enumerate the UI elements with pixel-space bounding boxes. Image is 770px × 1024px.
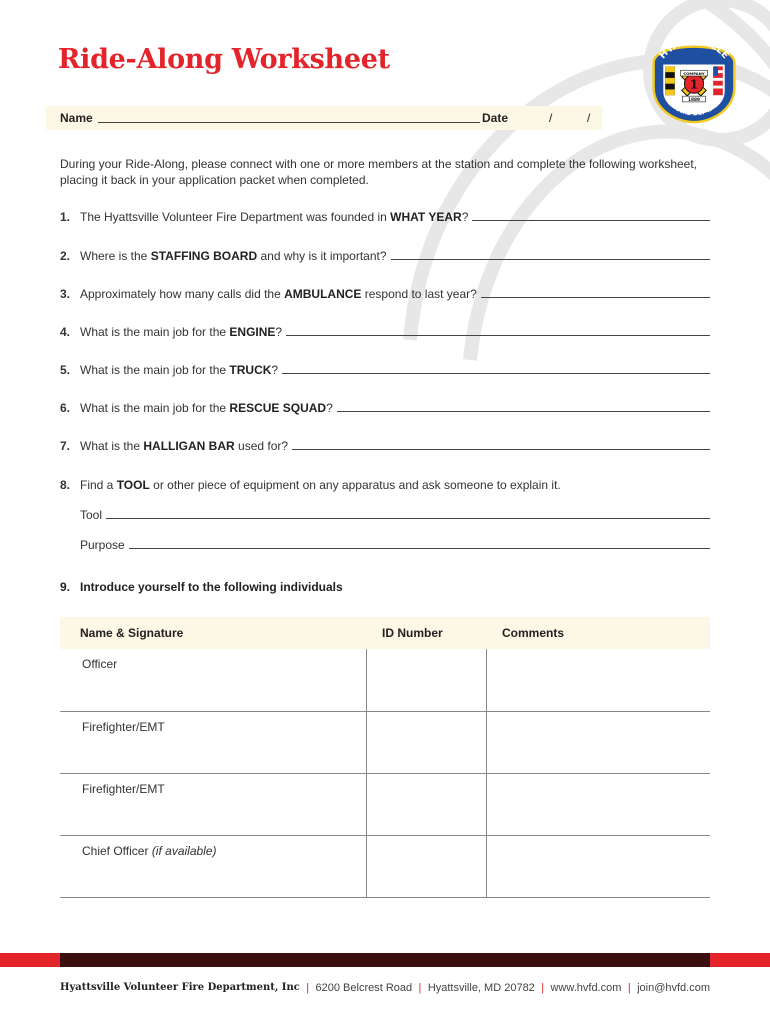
column-header: ID Number	[366, 617, 486, 649]
question-4: 4. What is the main job for the ENGINE?	[60, 321, 710, 339]
table-header-row	[60, 617, 710, 649]
footer-separator: |	[627, 982, 631, 994]
question-1: 1. The Hyattsville Volunteer Fire Department was founded in WHAT YEAR?	[60, 206, 710, 224]
name-field[interactable]	[98, 122, 480, 123]
answer-line[interactable]	[282, 373, 710, 374]
column-header: Name & Signature	[60, 617, 366, 649]
footer-org: Hyattsville Volunteer Fire Department, Inc	[60, 982, 300, 993]
svg-text:HYATTSVILLE: HYATTSVILLE	[657, 36, 731, 62]
svg-text:FIRE DEPT.: FIRE DEPT.	[675, 106, 713, 118]
id-number-cell[interactable]	[366, 649, 486, 711]
question-3: 3. Approximately how many calls did the AMBULANCE respond to last year?	[60, 283, 710, 301]
date-label: Date	[482, 111, 509, 125]
question-2: 2. Where is the STAFFING BOARD and why is it important?	[60, 245, 710, 263]
table-row	[60, 773, 710, 835]
id-number-cell[interactable]	[366, 773, 486, 835]
table-row	[60, 711, 710, 773]
footer-email-link[interactable]: join@hvfd.com	[637, 982, 710, 994]
purpose-label: Purpose	[80, 538, 125, 552]
answer-line[interactable]	[472, 220, 710, 221]
comments-cell[interactable]	[486, 649, 710, 711]
answer-line[interactable]	[286, 335, 710, 336]
footer-city: Hyattsville, MD 20782	[427, 982, 535, 994]
comments-cell[interactable]	[486, 835, 710, 897]
footer-separator: |	[541, 982, 545, 994]
name-label: Name	[60, 111, 93, 125]
name-signature-cell[interactable]: Officer	[60, 649, 366, 711]
question-6: 6. What is the main job for the RESCUE SQUAD?	[60, 397, 710, 415]
table-row	[60, 649, 710, 711]
id-number-cell[interactable]	[366, 835, 486, 897]
answer-line[interactable]	[481, 297, 710, 298]
name-signature-cell[interactable]: Firefighter/EMT	[60, 711, 366, 773]
comments-cell[interactable]	[486, 773, 710, 835]
answer-line[interactable]	[391, 259, 710, 260]
date-slash: /	[549, 111, 553, 125]
page-title: Ride-Along Worksheet	[58, 44, 390, 75]
hyattsville-fire-dept-logo	[646, 28, 742, 124]
comments-cell[interactable]	[486, 711, 710, 773]
footer-separator: |	[418, 982, 422, 994]
tool-field-row	[80, 504, 710, 522]
tool-field[interactable]	[106, 518, 710, 519]
svg-text:1889: 1889	[688, 97, 700, 103]
question-5: 5. What is the main job for the TRUCK?	[60, 359, 710, 377]
intro-text: During your Ride-Along, please connect with one or more members at the station and complete the following worksheet, placing it back in your application packet when completed.	[60, 157, 698, 187]
name-signature-cell[interactable]: Firefighter/EMT	[60, 773, 366, 835]
tool-label: Tool	[80, 508, 103, 522]
id-number-cell[interactable]	[366, 711, 486, 773]
column-header: Comments	[486, 617, 710, 649]
introductions-table	[60, 617, 710, 898]
footer-separator: |	[306, 982, 310, 994]
footer	[60, 982, 710, 994]
question-7: 7. What is the HALLIGAN BAR used for?	[60, 435, 710, 453]
svg-text:COMPANY: COMPANY	[683, 71, 705, 77]
name-signature-cell[interactable]: Chief Officer (if available)	[60, 835, 366, 897]
footer-dark-bar	[60, 953, 710, 967]
purpose-field[interactable]	[129, 548, 710, 549]
answer-line[interactable]	[337, 411, 710, 412]
answer-line[interactable]	[292, 449, 710, 450]
purpose-field-row	[80, 534, 710, 552]
question-9: 9. Introduce yourself to the following individuals	[60, 580, 343, 594]
name-date-bar	[46, 106, 602, 130]
svg-text:1: 1	[689, 76, 699, 92]
footer-address: 6200 Belcrest Road	[315, 982, 413, 994]
question-8: 8. Find a TOOL or other piece of equipment on any apparatus and ask someone to explain it.	[60, 478, 561, 492]
footer-website-link[interactable]: www.hvfd.com	[550, 982, 622, 994]
table-row	[60, 835, 710, 897]
date-slash: /	[587, 111, 591, 125]
